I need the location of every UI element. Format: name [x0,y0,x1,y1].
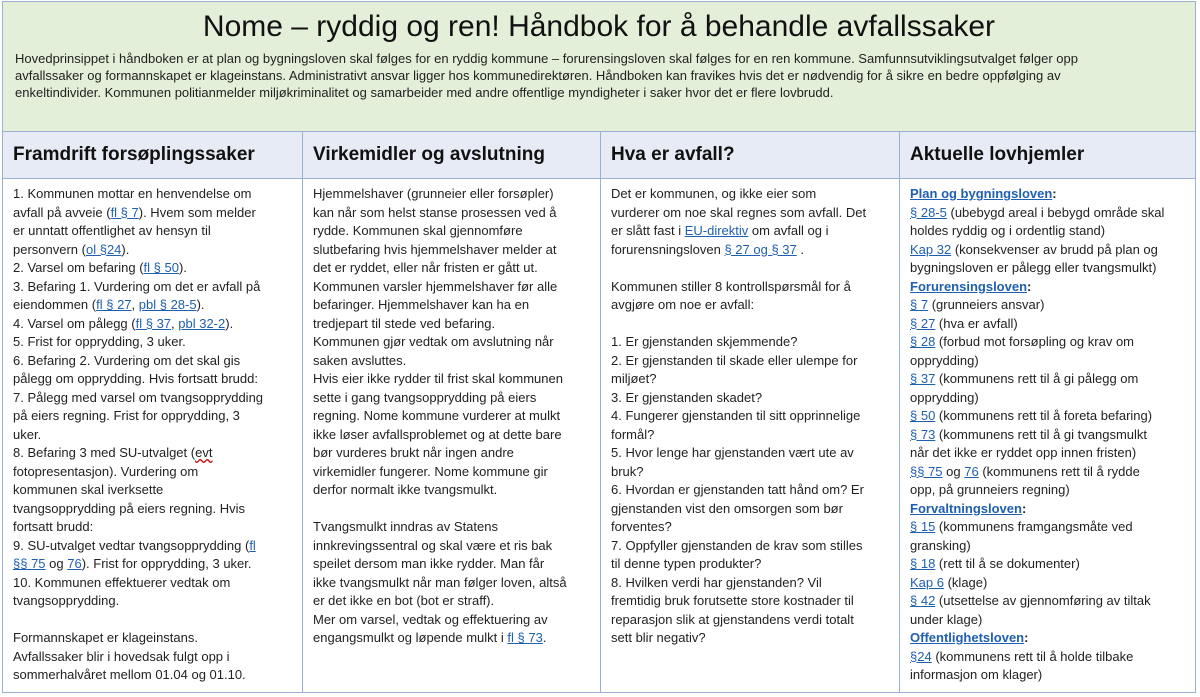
text-line: under klage) [910,611,983,627]
text-line: 8. Befaring 3 med SU-utvalget (evt [13,445,213,460]
text-line: § 73 (kommunens rett til å gi tvangsmulkt [910,426,1148,442]
text-line: kan når som helst stanse prosessen ved å [313,204,557,220]
intro-line: Hovedprinsippet i håndboken er at plan og bygningsloven skal følges for en ryddig kommune – forurensingsloven skal følges for en ren kommune. Samfunnsutviklingsutvalget følger opp [15,51,1078,66]
law-link[interactable]: fl § 73 [507,630,543,645]
law-link[interactable]: §§ 75 [910,463,943,479]
text-line: bruk? [611,463,644,479]
text-line: Tvangsmulkt inndras av Statens [313,519,498,534]
intro-text [15,50,1183,102]
text-line: Forvaltningsloven: [910,500,1027,516]
text-line: § 37 (kommunens rett til å gi pålegg om [910,371,1139,386]
column-body [303,179,600,648]
law-link[interactable]: § 7 [910,297,929,312]
text-line: Hjemmelshaver (grunneier eller forsøpler) [313,186,554,201]
text-line: sommerhalvåret mellom 01.04 og 01.10. [13,667,246,682]
text-line: befaringer. Hjemmelshaver kan ha en [313,297,530,312]
law-link[interactable]: Kap 6 [910,574,944,590]
law-link[interactable]: § 28-5 [910,204,947,220]
text-line: Kap 32 (konsekvenser av brudd på plan og [910,241,1158,257]
text-line: fremtidig bruk forutsette store kostnader til [611,593,854,608]
law-link[interactable]: § 50 [910,408,936,423]
column-laws [900,132,1195,692]
intro-line: enkeltindivider. Kommunen politianmelder miljøkriminalitet og samarbeider med andre offentlige myndigheter i saker hvor det er flere lovbrudd. [15,85,834,101]
text-line: bør vurderes brukt når ingen andre [313,445,514,460]
text-line: 5. Frist for opprydding, 3 uker. [13,334,186,349]
text-line: kommunen skal iverksette [13,482,164,497]
law-link[interactable]: § 18 [910,556,936,571]
text-line: avgjøre om noe er avfall: [611,297,755,312]
text-line: 7. Oppfyller gjenstanden de krav som stilles [611,537,863,553]
law-link[interactable]: § 27 [910,315,936,331]
text-line: Kap 6 (klage) [910,574,988,590]
columns [3,132,1195,692]
law-section-link[interactable]: Offentlighetsloven [910,630,1025,645]
text-line: §24 (kommunens rett til å holde tilbake [910,648,1134,664]
text-line: § 42 (utsettelse av gjennomføring av tiltak [910,593,1151,608]
column-heading: Virkemidler og avslutning [303,132,600,179]
text-line: uker. [13,426,42,442]
text-line: regning. Nome kommune vurderer at mulkt [313,408,561,423]
column-what-is-waste [601,132,900,692]
text-line: 4. Varsel om pålegg (fl § 37, pbl 32-2). [13,315,234,331]
law-link[interactable]: fl § 37 [135,315,172,331]
text-line: 1. Er gjenstanden skjemmende? [611,334,798,349]
law-link[interactable]: §24 [910,648,932,664]
text-line: vurderer om noe skal regnes som avfall. Det [611,204,867,220]
text-line: det er ryddet, eller når fristen er gått ut. [313,260,538,275]
text-line: virkemidler fungerer. Nome kommune gir [313,463,548,479]
handbook-sheet [2,1,1196,693]
column-body [601,179,899,648]
text-line: 2. Varsel om befaring (fl § 50). [13,260,187,275]
text-line: tredjepart til stede ved befaring. [313,315,496,331]
text-line: § 15 (kommunens framgangsmåte ved [910,519,1133,534]
text-line: speilet dersom man ikke rydder. Man får [313,556,545,571]
law-link[interactable]: §§ 75 [13,556,46,571]
column-body [3,179,302,685]
text-line: eiendommen (fl § 27, pbl § 28-5). [13,297,205,312]
header-panel [3,2,1195,132]
text-line: Mer om varsel, vedtak og effektuering av [313,611,548,627]
law-link[interactable]: 76 [964,463,979,479]
text-line: Avfallssaker blir i hovedsak fulgt opp i [13,648,230,664]
law-link[interactable]: fl § 7 [110,204,139,220]
text-line: slutbefaring hvis hjemmelshaver melder at [313,241,557,257]
text-line: opprydding) [910,352,979,368]
text-line: § 50 (kommunens rett til å foreta befaring) [910,408,1153,423]
text-line: rydde. Kommunen skal gjennomføre [313,223,523,238]
text-line: 3. Er gjenstanden skadet? [611,389,763,405]
text-line: Det er kommunen, og ikke eier som [611,186,817,201]
text-line: til denne typen produkter? [611,556,762,571]
text-line: opp, på grunneiers regning) [910,482,1070,497]
intro-line: avfallssaker og formannskapet er klageinstans. Administrativt ansvar ligger hos kommunedirektøren. Håndboken kan fravikes hvis det er nødvendig for å sikre en bedre oppfølging av [15,68,1061,84]
text-line: sett blir negativ? [611,630,706,645]
text-line: er slått fast i EU-direktiv om avfall og i [611,223,829,238]
spellcheck-word: evt [195,445,213,460]
text-line: pålegg om opprydding. Hvis fortsatt brudd: [13,371,258,386]
law-section-link[interactable]: Forurensingsloven [910,278,1028,294]
text-line: 9. SU-utvalget vedtar tvangsopprydding (fl [13,537,256,553]
law-link[interactable]: pbl § 28-5 [138,297,197,312]
text-line: tvangsopprydding på eiers regning. Hvis [13,500,245,516]
text-line: § 7 (grunneiers ansvar) [910,297,1045,312]
law-link[interactable]: § 27 og § 37 [724,241,797,257]
law-link[interactable]: pbl 32-2 [178,315,226,331]
text-line: Hvis eier ikke rydder til frist skal kommunen [313,371,563,386]
text-line: holdes ryddig og i ordentlig stand) [910,223,1106,238]
column-heading: Aktuelle lovhjemler [900,132,1195,179]
text-line: miljøet? [611,371,657,386]
text-line: fotopresentasjon). Vurdering om [13,463,199,479]
law-link[interactable]: fl [249,537,256,553]
text-line: 8. Hvilken verdi har gjenstanden? Vil [611,574,822,590]
law-link[interactable]: § 15 [910,519,936,534]
text-line: tvangsopprydding. [13,593,120,608]
text-line: 1. Kommunen mottar en henvendelse om [13,186,252,201]
text-line: 4. Fungerer gjenstanden til sitt opprinnelige [611,408,861,423]
text-line: Formannskapet er klageinstans. [13,630,198,645]
text-line: Kommunen gjør vedtak om avslutning når [313,334,554,349]
law-link[interactable]: ol §24 [85,241,122,257]
text-line: 3. Befaring 1. Vurdering om det er avfall på [13,278,261,294]
text-line: §§ 75 og 76). Frist for opprydding, 3 uker. [13,556,252,571]
text-line: saken avsluttes. [313,352,407,368]
column-measures [303,132,601,692]
law-link[interactable]: § 37 [910,371,936,386]
law-section-link[interactable]: Plan og bygningsloven [910,186,1053,201]
text-line: derfor normalt ikke tvangsmulkt. [313,482,498,497]
text-line: når det ikke er ryddet opp innen fristen) [910,445,1137,460]
text-line: opprydding) [910,389,979,405]
text-line: ikke løser avfallsproblemet og at dette bare [313,426,562,442]
text-line: gjenstanden vist den omsorgen som bør [611,500,843,516]
text-line: innkrevingssentral og skal være et ris bak [313,537,553,553]
text-line: fortsatt brudd: [13,519,94,534]
law-section-link[interactable]: Forvaltningsloven [910,500,1022,516]
text-line: Kommunen varsler hjemmelshaver før alle [313,278,558,294]
law-link[interactable]: § 28 [910,334,936,349]
text-line: 2. Er gjenstanden til skade eller ulempe for [611,352,858,368]
text-line: § 28-5 (ubebygd areal i bebygd område skal [910,204,1165,220]
text-line: § 28 (forbud mot forsøpling og krav om [910,334,1135,349]
eu-directive-link[interactable]: EU-direktiv [684,223,749,238]
text-line: er unntatt offentlighet av hensyn til [13,223,211,238]
text-line: 7. Pålegg med varsel om tvangsopprydding [13,389,264,405]
law-link[interactable]: Kap 32 [910,241,952,257]
column-heading: Framdrift forsøplingssaker [3,132,302,179]
text-line: bygningsloven er pålegg eller tvangsmulkt) [910,260,1157,275]
law-link[interactable]: fl § 50 [143,260,179,275]
text-line: 10. Kommunen effektuerer vedtak om [13,574,231,590]
law-link[interactable]: 76 [67,556,82,571]
text-line: reparasjon slik at gjenstandens verdi totalt [611,611,854,627]
text-line: 5. Hvor lenge har gjenstanden vært ute av [611,445,854,460]
text-line: §§ 75 og 76 (kommunens rett til å rydde [910,463,1140,479]
law-link[interactable]: fl § 27 [96,297,132,312]
text-line: forurensningsloven § 27 og § 37 . [611,241,804,257]
text-line: informasjon om klager) [910,667,1043,682]
column-progress [3,132,303,692]
text-line: personvern (ol §24). [13,241,130,257]
text-line: Offentlighetsloven: [910,630,1029,645]
text-line: engangsmulkt og løpende mulkt i fl § 73. [313,630,547,645]
text-line: er det ikke en bot (bot er straff). [313,593,495,608]
text-line: ikke tvangsmulkt når man følger loven, altså [313,574,567,590]
text-line: formål? [611,426,655,442]
law-link[interactable]: § 42 [910,593,936,608]
column-heading: Hva er avfall? [601,132,899,179]
page-title: Nome – ryddig og ren! Håndbok for å behandle avfallssaker [202,10,996,43]
text-line: § 18 (rett til å se dokumenter) [910,556,1080,571]
text-line: Kommunen stiller 8 kontrollspørsmål for å [611,278,851,294]
text-line: avfall på avveie (fl § 7). Hvem som melder [13,204,256,220]
text-line: 6. Hvordan er gjenstanden tatt hånd om? Er [611,482,864,497]
text-line: sette i gang tvangsopprydding på eiers [313,389,537,405]
text-line: gransking) [910,537,971,553]
text-line: Forurensingsloven: [910,278,1032,294]
text-line: § 27 (hva er avfall) [910,315,1018,331]
text-line: Plan og bygningsloven: [910,186,1057,201]
text-line: forventes? [611,519,672,534]
column-body [900,179,1195,685]
text-line: på eiers regning. Frist for opprydding, 3 [13,408,240,423]
text-line: 6. Befaring 2. Vurdering om det skal gis [13,352,241,368]
law-link[interactable]: § 73 [910,426,936,442]
